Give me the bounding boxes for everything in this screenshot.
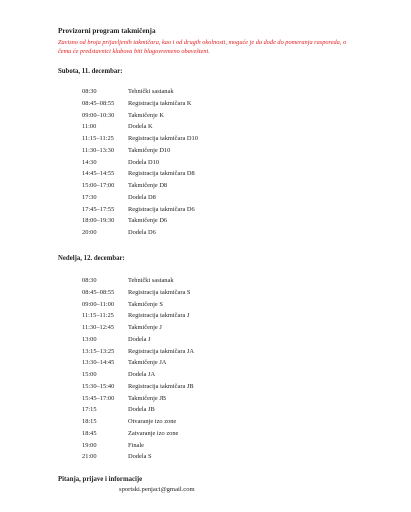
schedule-time: 13:30–14:45 bbox=[82, 359, 115, 367]
schedule-time: 11:00 bbox=[82, 123, 97, 131]
schedule-row bbox=[82, 215, 302, 227]
schedule-event: Registracija takmičara D8 bbox=[128, 170, 195, 178]
schedule-time: 20:00 bbox=[82, 229, 97, 236]
schedule-row bbox=[82, 110, 302, 122]
schedule-event: Registracija takmičara JB bbox=[128, 382, 194, 390]
schedule-time: 08:30 bbox=[82, 277, 97, 284]
schedule-time: 13:00 bbox=[82, 335, 97, 343]
schedule-row bbox=[82, 227, 302, 239]
schedule-event: Takmičenje D10 bbox=[128, 146, 171, 154]
schedule-time: 11:30–13:30 bbox=[82, 146, 115, 154]
schedule-change-notice: Zavisno od broja prijavljenih takmičara, kao i od drugih okolnosti, moguće je da dođe do pomeranja rasporeda, o čemu će predstavnici klubova biti blagovremeno obavešteni. bbox=[58, 39, 347, 55]
schedule-row bbox=[82, 357, 302, 369]
schedule-row bbox=[82, 428, 302, 440]
schedule-row bbox=[82, 287, 302, 299]
schedule-event: Otvaranje izo zone bbox=[128, 418, 177, 425]
schedule-event: Dodela D8 bbox=[128, 193, 156, 201]
day-heading-saturday: Subota, 11. decembar: bbox=[58, 68, 123, 75]
schedule-time: 08:30 bbox=[82, 88, 97, 95]
schedule-time: 09:00–11:00 bbox=[82, 300, 115, 308]
schedule-time: 19:00 bbox=[82, 441, 97, 449]
schedule-time: 17:30 bbox=[82, 193, 97, 201]
schedule-time: 14:45–14:55 bbox=[82, 170, 115, 178]
schedule-time: 15:00 bbox=[82, 371, 97, 378]
schedule-event: Tehnički sastanak bbox=[128, 88, 174, 95]
day-heading-sunday: Nedelja, 12. decembar: bbox=[58, 255, 125, 262]
schedule-event: Registracija takmičara J bbox=[128, 312, 190, 320]
schedule-time: 08:45–08:55 bbox=[82, 99, 115, 107]
schedule-event: Dodela D6 bbox=[128, 229, 156, 236]
page-title: Provizorni program takmičenja bbox=[58, 27, 156, 35]
schedule-event: Registracija takmičara JA bbox=[128, 347, 195, 355]
schedule-event: Dodela S bbox=[128, 453, 152, 461]
schedule-event: Takmičenje J bbox=[128, 324, 162, 331]
schedule-row bbox=[82, 157, 302, 169]
schedule-event: Registracija takmičara D6 bbox=[128, 205, 195, 213]
contact-email-link[interactable]: sportski.penjaci@gmail.com bbox=[119, 486, 195, 493]
schedule-event: Takmičenje JB bbox=[128, 394, 167, 402]
schedule-row bbox=[82, 440, 302, 452]
schedule-row bbox=[82, 192, 302, 204]
schedule-row bbox=[82, 310, 302, 322]
sunday-schedule bbox=[82, 275, 302, 463]
schedule-time: 17:15 bbox=[82, 406, 97, 414]
schedule-time: 13:15–13:25 bbox=[82, 347, 115, 355]
schedule-time: 11:30–12:45 bbox=[82, 324, 115, 331]
schedule-row bbox=[82, 275, 302, 287]
schedule-row bbox=[82, 299, 302, 311]
schedule-event: Takmičenje JA bbox=[128, 359, 167, 367]
schedule-row bbox=[82, 180, 302, 192]
schedule-time: 09:00–10:30 bbox=[82, 111, 115, 119]
schedule-event: Dodela JB bbox=[128, 406, 155, 414]
schedule-event: Zatvaranje izo zone bbox=[128, 429, 179, 437]
schedule-row bbox=[82, 404, 302, 416]
schedule-row bbox=[82, 416, 302, 428]
schedule-time: 21:00 bbox=[82, 453, 97, 461]
schedule-row bbox=[82, 121, 302, 133]
schedule-time: 18:15 bbox=[82, 418, 97, 425]
schedule-row bbox=[82, 393, 302, 405]
schedule-event: Takmičenje D8 bbox=[128, 182, 168, 189]
schedule-row bbox=[82, 98, 302, 110]
schedule-row bbox=[82, 369, 302, 381]
schedule-event: Dodela K bbox=[128, 123, 153, 131]
schedule-time: 11:15–11:25 bbox=[82, 135, 114, 142]
schedule-row bbox=[82, 86, 302, 98]
schedule-row bbox=[82, 334, 302, 346]
schedule-event: Registracija takmičara K bbox=[128, 99, 192, 107]
schedule-time: 11:15–11:25 bbox=[82, 312, 114, 320]
schedule-row bbox=[82, 145, 302, 157]
schedule-row bbox=[82, 168, 302, 180]
schedule-row bbox=[82, 133, 302, 145]
contact-heading: Pitanja, prijave i informacije bbox=[58, 476, 143, 483]
schedule-row bbox=[82, 451, 302, 463]
schedule-event: Registracija takmičara S bbox=[128, 288, 191, 296]
saturday-schedule bbox=[82, 86, 302, 239]
schedule-event: Tehnički sastanak bbox=[128, 277, 174, 284]
schedule-time: 18:45 bbox=[82, 429, 97, 437]
schedule-time: 15:30–15:40 bbox=[82, 382, 115, 390]
schedule-time: 18:00–19:30 bbox=[82, 217, 115, 225]
schedule-time: 15:45–17:00 bbox=[82, 394, 115, 402]
schedule-event: Registracija takmičara D10 bbox=[128, 135, 198, 142]
schedule-event: Dodela J bbox=[128, 335, 151, 343]
schedule-event: Takmičenje S bbox=[128, 300, 163, 308]
schedule-event: Takmičenje K bbox=[128, 111, 164, 119]
schedule-event: Finale bbox=[128, 441, 144, 449]
schedule-time: 08:45–08:55 bbox=[82, 288, 115, 296]
schedule-row bbox=[82, 204, 302, 216]
schedule-event: Dodela D10 bbox=[128, 158, 160, 166]
schedule-event: Takmičenje D6 bbox=[128, 217, 168, 225]
schedule-row bbox=[82, 381, 302, 393]
schedule-time: 14:30 bbox=[82, 158, 97, 166]
schedule-time: 15:00–17:00 bbox=[82, 182, 115, 189]
schedule-event: Dodela JA bbox=[128, 371, 156, 378]
schedule-row bbox=[82, 346, 302, 358]
schedule-time: 17:45–17:55 bbox=[82, 205, 115, 213]
schedule-row bbox=[82, 322, 302, 334]
